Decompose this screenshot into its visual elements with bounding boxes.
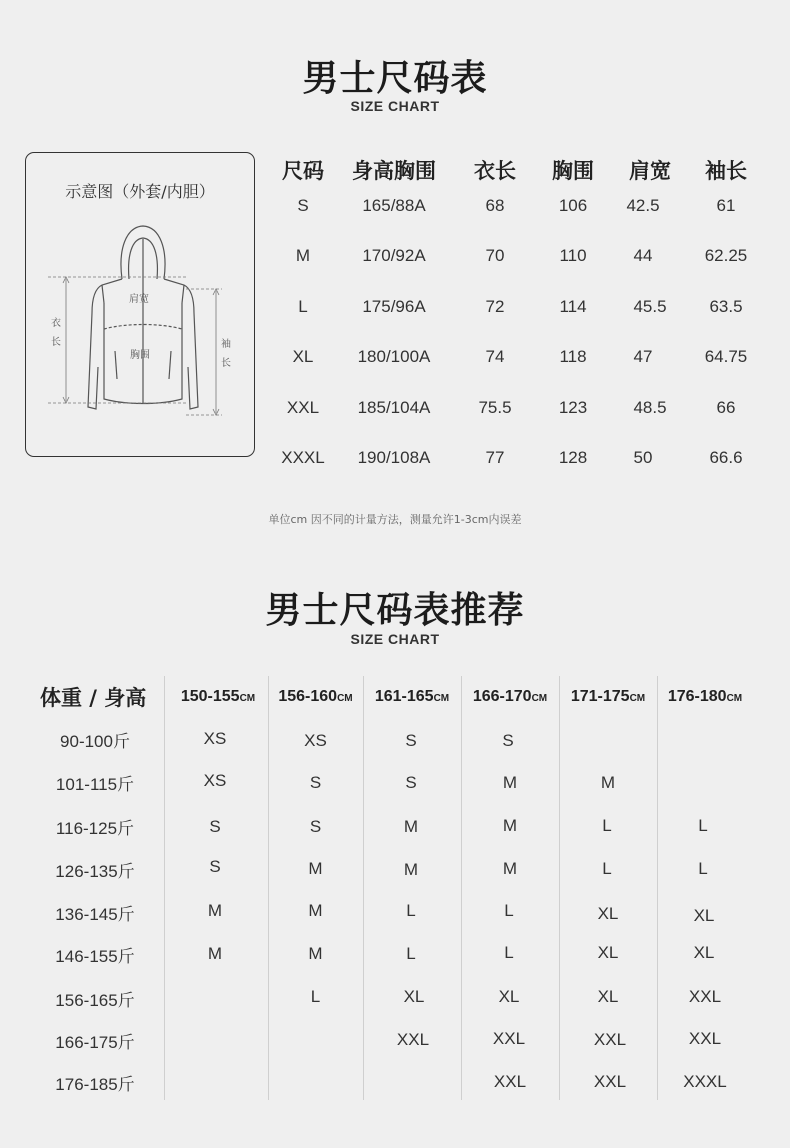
size-cell: L	[504, 901, 514, 920]
height-header: 150-155CM	[180, 688, 256, 705]
size-cell: M	[308, 944, 323, 963]
size-cell: S	[309, 773, 322, 792]
table-cell: 165/88A	[362, 196, 426, 215]
size-cell: S	[405, 731, 417, 750]
size-cell: XXL	[396, 1030, 430, 1049]
table-cell: M	[295, 246, 311, 265]
size-cell: S	[502, 731, 514, 750]
table-cell: 72	[485, 297, 505, 316]
table-cell: XXL	[286, 398, 320, 417]
size-cell: L	[504, 943, 514, 962]
header-sleeve: 袖长	[705, 159, 747, 183]
garment-diagram	[25, 152, 255, 457]
table-cell: 70	[485, 246, 505, 265]
size-cell: S	[209, 817, 221, 836]
header-height-chest: 身高胸围	[352, 159, 436, 183]
size-cell: M	[403, 817, 419, 836]
height-header: 171-175CM	[570, 688, 646, 705]
jacket-illustration	[26, 153, 256, 458]
size-cell: XXL	[688, 1029, 722, 1048]
diagram-caption: 示意图（外套/内胆）	[65, 182, 215, 201]
table-cell: 118	[559, 347, 587, 366]
weight-label: 101-115斤	[55, 775, 135, 794]
size-chart-title: 男士尺码表	[302, 58, 488, 99]
weight-height-label: 体重 / 身高	[40, 686, 147, 710]
size-cell: XXL	[493, 1072, 527, 1091]
table-cell: 110	[559, 246, 587, 265]
header-length: 衣长	[474, 159, 516, 183]
size-cell: M	[502, 773, 518, 792]
weight-label: 146-155斤	[55, 947, 135, 966]
weight-label: 166-175斤	[55, 1033, 135, 1052]
weight-label: 156-165斤	[55, 991, 135, 1010]
size-cell: XS	[203, 771, 227, 790]
shoulder-label: 肩宽	[129, 294, 149, 305]
size-cell: M	[308, 859, 323, 878]
table-cell: L	[298, 297, 308, 316]
measurement-note: 单位cm 因不同的计量方法，测量允许1-3cm内误差	[268, 513, 522, 526]
size-cell: XL	[597, 987, 619, 1006]
size-cell: XXXL	[683, 1072, 727, 1091]
size-cell: L	[406, 944, 416, 963]
size-cell: M	[207, 944, 223, 963]
height-header: 176-180CM	[667, 688, 743, 705]
size-cell: XS	[203, 729, 227, 748]
table-cell: 180/100A	[357, 347, 431, 366]
size-cell: XXL	[593, 1030, 627, 1049]
size-cell: M	[308, 901, 323, 920]
table-cell: 66	[716, 398, 736, 417]
weight-label: 90-100斤	[60, 732, 130, 751]
sleeve-label-1: 袖	[221, 339, 231, 350]
table-cell: 42.5	[626, 196, 660, 215]
table-cell: 50	[633, 448, 653, 467]
sleeve-label-2: 长	[221, 358, 231, 369]
length-label-2: 长	[51, 337, 61, 348]
size-cell: XS	[304, 731, 327, 750]
table-cell: 170/92A	[362, 246, 426, 265]
recommend-title: 男士尺码表推荐	[265, 590, 525, 631]
size-cell: S	[405, 773, 417, 792]
size-cell: M	[502, 859, 518, 878]
header-size: 尺码	[282, 159, 324, 183]
size-cell: M	[403, 860, 419, 879]
size-cell: M	[502, 816, 518, 835]
table-cell: 123	[558, 398, 588, 417]
table-cell: 64.75	[704, 347, 748, 366]
table-cell: 47	[633, 347, 653, 366]
length-label-1: 衣	[51, 318, 61, 329]
size-cell: XL	[597, 904, 619, 923]
weight-label: 116-125斤	[55, 819, 135, 838]
height-header: 156-160CM	[278, 688, 353, 705]
table-cell: 128	[558, 448, 588, 467]
height-header: 161-165CM	[374, 688, 450, 705]
size-chart-subtitle: SIZE CHART	[350, 98, 440, 114]
table-cell: XL	[292, 347, 314, 366]
table-cell: S	[297, 196, 309, 215]
size-cell: XL	[693, 906, 715, 925]
header-shoulder: 肩宽	[629, 159, 671, 183]
size-cell: S	[209, 857, 221, 876]
size-cell: S	[309, 817, 322, 836]
size-cell: M	[207, 901, 223, 920]
table-cell: 45.5	[633, 297, 667, 316]
table-cell: XXXL	[281, 448, 325, 467]
table-cell: 77	[485, 448, 505, 467]
recommend-subtitle: SIZE CHART	[350, 631, 440, 647]
weight-label: 176-185斤	[55, 1075, 135, 1094]
weight-label: 136-145斤	[55, 905, 135, 924]
column-divider	[164, 676, 165, 1100]
chest-label: 胸围	[130, 350, 150, 361]
size-cell: L	[698, 816, 708, 835]
size-cell: XXL	[492, 1029, 526, 1048]
table-cell: 185/104A	[357, 398, 431, 417]
size-cell: XXL	[688, 987, 722, 1006]
table-cell: 175/96A	[362, 297, 426, 316]
weight-label: 126-135斤	[55, 862, 135, 881]
size-cell: L	[310, 987, 321, 1006]
size-cell: L	[602, 859, 612, 878]
size-cell: XL	[403, 987, 425, 1006]
table-cell: 74	[485, 347, 505, 366]
table-cell: 63.5	[709, 297, 743, 316]
size-cell: XL	[597, 943, 619, 962]
table-cell: 66.6	[709, 448, 743, 467]
size-cell: L	[602, 816, 612, 835]
table-cell: 48.5	[633, 398, 667, 417]
table-cell: 61	[716, 196, 736, 215]
table-cell: 62.25	[704, 246, 748, 265]
table-cell: 190/108A	[357, 448, 431, 467]
header-chest: 胸围	[552, 159, 594, 183]
table-cell: 75.5	[478, 398, 512, 417]
table-cell: 68	[485, 196, 505, 215]
size-cell: XL	[693, 943, 715, 962]
size-cell: M	[600, 773, 616, 792]
table-cell: 106	[558, 196, 588, 215]
size-cell: L	[698, 859, 708, 878]
table-cell: 114	[559, 297, 587, 316]
table-cell: 44	[633, 246, 653, 265]
height-header: 166-170CM	[472, 688, 548, 705]
size-cell: XL	[498, 987, 520, 1006]
size-cell: XXL	[593, 1072, 627, 1091]
size-cell: L	[406, 901, 416, 920]
